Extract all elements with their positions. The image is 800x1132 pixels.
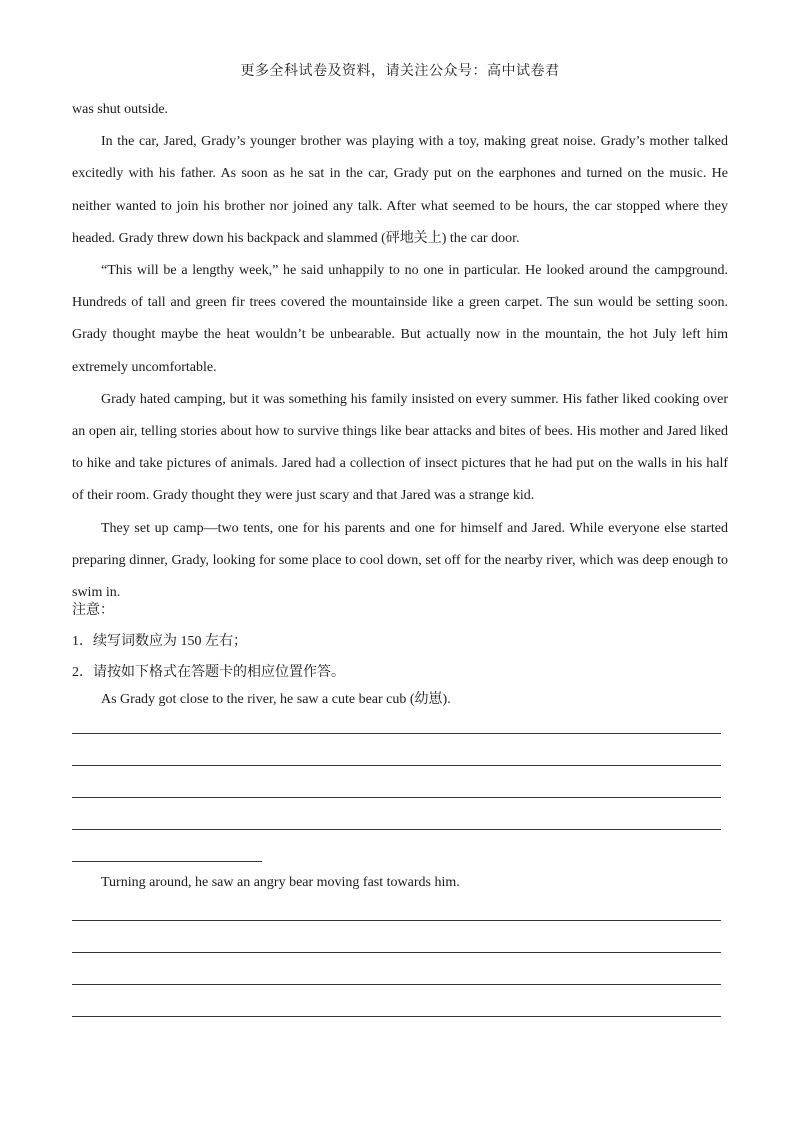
instructions-title: 注意： bbox=[72, 603, 114, 618]
answer-line bbox=[72, 765, 721, 766]
answer-line-short bbox=[72, 861, 262, 862]
instruction-item-1: 1．续写词数应为 150 左右； bbox=[72, 634, 247, 649]
passage-paragraph-3: Grady hated camping, but it was something his family insisted on every summer. His father liked cooking over an open air, telling stories about how to survive things like bear attacks and bites of bees. His mother and Jared liked to hike and take pictures of animals. Jared had a collection of insect pictures that he had put on the walls in his half of their room. Grady thought they were just scary and that Jared was a strange kid. bbox=[72, 391, 728, 504]
writing-prompt-2: Turning around, he saw an angry bear moving fast towards him. bbox=[101, 875, 460, 890]
reading-passage bbox=[72, 94, 728, 609]
writing-prompt-1: As Grady got close to the river, he saw a cute bear cub (幼崽). bbox=[101, 692, 451, 707]
passage-paragraph-1: In the car, Jared, Grady’s younger brother was playing with a toy, making great noise. Grady’s mother talked excitedly with his father. As soon as he sat in the car, Grady put on the earphones and turned on the music. He neither wanted to join his brother nor joined any talk. After what seemed to be hours, the car stopped where they headed. Grady threw down his backpack and slammed (砰地关上) the car door. bbox=[72, 134, 728, 246]
answer-line bbox=[72, 797, 721, 798]
passage-paragraph-4: They set up camp—two tents, one for his parents and one for himself and Jared. While everyone else started preparing dinner, Grady, looking for some place to cool down, set off for the nearby river, which was deep enough to swim in. bbox=[72, 520, 728, 601]
answer-line bbox=[72, 952, 721, 953]
instruction-item-2: 2．请按如下格式在答题卡的相应位置作答。 bbox=[72, 665, 345, 680]
instructions bbox=[72, 595, 728, 688]
answer-line bbox=[72, 984, 721, 985]
answer-line bbox=[72, 920, 721, 921]
passage-paragraph-2: “This will be a lengthy week,” he said unhappily to no one in particular. He looked around the campground. Hundreds of tall and green fir trees covered the mountainside like a green carpet. The sun would be setting soon. Grady thought maybe the heat wouldn’t be unbearable. But actually now in the mountain, the hot July left him extremely uncomfortable. bbox=[72, 263, 728, 375]
answer-line bbox=[72, 733, 721, 734]
answer-line bbox=[72, 1016, 721, 1017]
passage-continuation: was shut outside. bbox=[72, 102, 169, 117]
answer-line bbox=[72, 829, 721, 830]
page-header: 更多全科试卷及资料，请关注公众号：高中试卷君 bbox=[240, 64, 560, 79]
